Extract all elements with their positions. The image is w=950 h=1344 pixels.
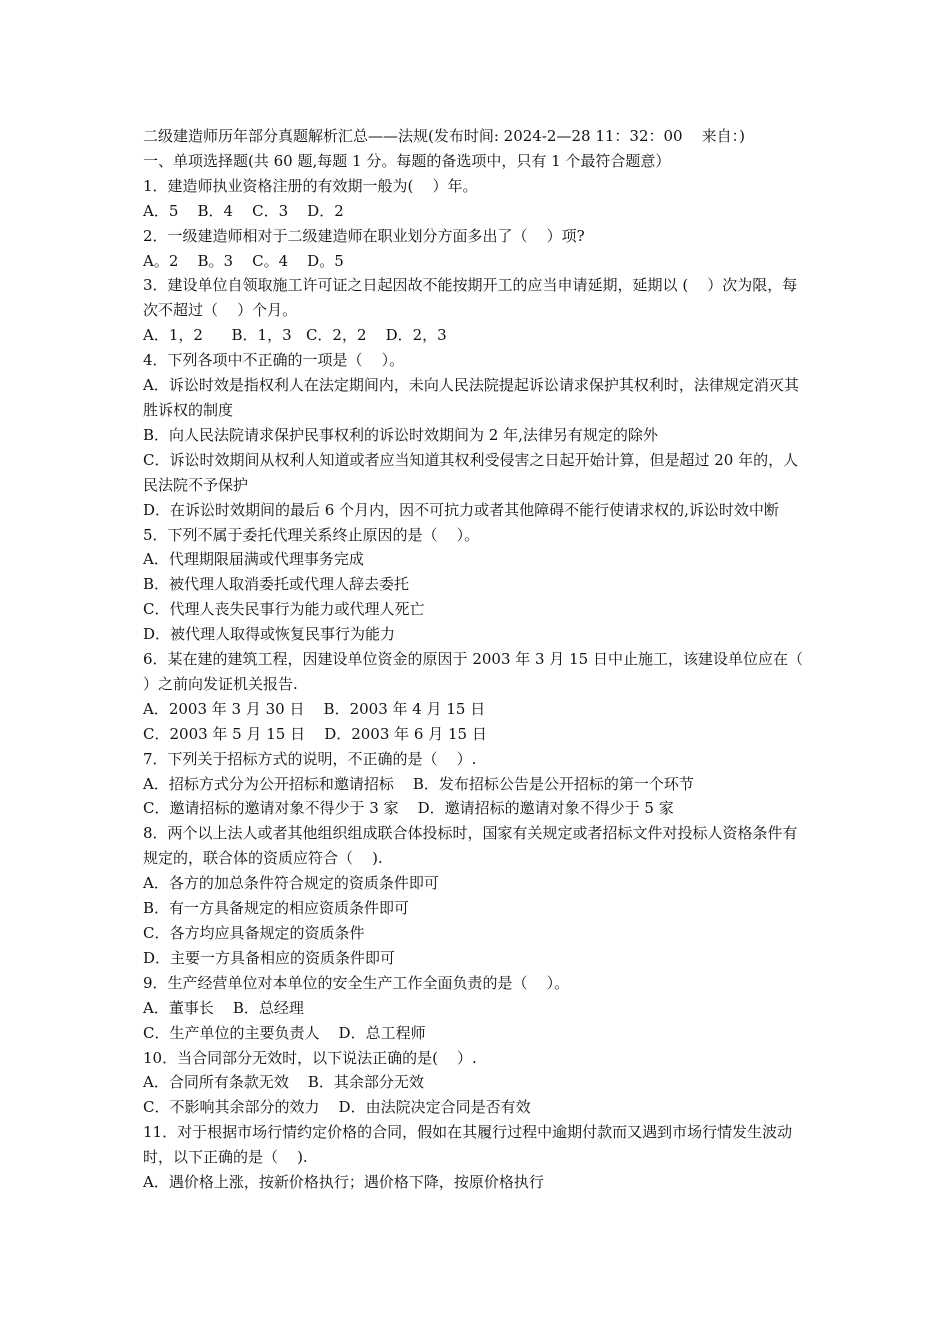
text-line: B．有一方具备规定的相应资质条件即可: [143, 899, 410, 918]
text-line: A．董事长 B．总经理: [143, 998, 304, 1017]
text-line: C．生产单位的主要负责人 D．总工程师: [143, 1023, 426, 1042]
text-line: C．邀请招标的邀请对象不得少于 3 家 D．邀请招标的邀请对象不得少于 5 家: [143, 799, 674, 818]
text-line: 2．一级建造师相对于二级建造师在职业划分方面多出了（ ）项?: [143, 226, 585, 245]
text-line: 1．建造师执业资格注册的有效期一般为( ）年。: [143, 176, 478, 195]
text-line: C．各方均应具备规定的资质条件: [143, 924, 365, 942]
document-header: 二级建造师历年部分真题解析汇总——法规(发布时间: 2024-2—28 11：32：00 来自：): [143, 127, 746, 145]
text-line: B．被代理人取消委托或代理人辞去委托: [143, 575, 410, 594]
text-line: A．1，2 B．1，3 C．2，2 D．2，3: [143, 326, 447, 345]
text-line: 7．下列关于招标方式的说明，不正确的是（ ）.: [143, 749, 477, 768]
text-line: 9．生产经营单位对本单位的安全生产工作全面负责的是（ ）。: [143, 973, 570, 992]
text-line: 3．建设单位自领取施工许可证之日起因故不能按期开工的应当申请延期，延期以 ( ）次为限，每次不超过（ ）个月。: [143, 276, 798, 320]
text-line: A．诉讼时效是指权利人在法定期间内，未向人民法院提起诉讼请求保护其权利时，法律规定消灭其胜诉权的制度: [143, 376, 799, 419]
text-line: D．被代理人取得或恢复民事行为能力: [143, 625, 396, 644]
document-body: [143, 124, 823, 1195]
text-line: A．合同所有条款无效 B．其余部分无效: [143, 1073, 424, 1092]
text-line: A。2 B。3 C。4 D。5: [143, 251, 344, 270]
text-line: A．代理期限届满或代理事务完成: [143, 550, 364, 569]
text-line: C．不影响其余部分的效力 D．由法院决定合同是否有效: [143, 1098, 531, 1117]
text-line: 4．下列各项中不正确的一项是（ ）。: [143, 351, 405, 370]
text-line: C．诉讼时效期间从权利人知道或者应当知道其权利受侵害之日起开始计算，但是超过 20 年的，人民法院不予保护: [143, 450, 799, 494]
text-line: 10．当合同部分无效时，以下说法正确的是( ）.: [143, 1048, 477, 1067]
text-line: D．主要一方具备相应的资质条件即可: [143, 948, 396, 967]
text-line: 11．对于根据市场行情约定价格的合同，假如在其履行过程中逾期付款而又遇到市场行情发生波动时，以下正确的是（ ).: [143, 1123, 793, 1167]
text-line: 8．两个以上法人或者其他组织组成联合体投标时，国家有关规定或者招标文件对投标人资格条件有规定的，联合体的资质应符合（ ).: [143, 824, 798, 868]
text-line: A．2003 年 3 月 30 日 B．2003 年 4 月 15 日: [143, 699, 486, 718]
text-line: C．代理人丧失民事行为能力或代理人死亡: [143, 600, 425, 619]
text-line: D．在诉讼时效期间的最后 6 个月内，因不可抗力或者其他障碍不能行使请求权的,诉讼时效中断: [143, 500, 779, 519]
text-line: A．遇价格上涨，按新价格执行；遇价格下降，按原价格执行: [143, 1173, 544, 1192]
text-line: 5．下列不属于委托代理关系终止原因的是（ ）。: [143, 525, 480, 544]
text-line: B．向人民法院请求保护民事权利的诉讼时效期间为 2 年,法律另有规定的除外: [143, 425, 658, 444]
text-line: C．2003 年 5 月 15 日 D．2003 年 6 月 15 日: [143, 724, 487, 743]
text-line: 6．某在建的建筑工程，因建设单位资金的原因于 2003 年 3 月 15 日中止施工，该建设单位应在（ ）之前向发证机关报告.: [143, 650, 823, 693]
text-line: A．各方的加总条件符合规定的资质条件即可: [143, 874, 439, 893]
text-line: A．5 B．4 C．3 D．2: [143, 201, 344, 220]
text-line: A．招标方式分为公开招标和邀请招标 B．发布招标公告是公开招标的第一个环节: [143, 774, 694, 793]
section-title: 一、单项选择题(共 60 题,每题 1 分。每题的备选项中，只有 1 个最符合题意）: [143, 151, 671, 170]
